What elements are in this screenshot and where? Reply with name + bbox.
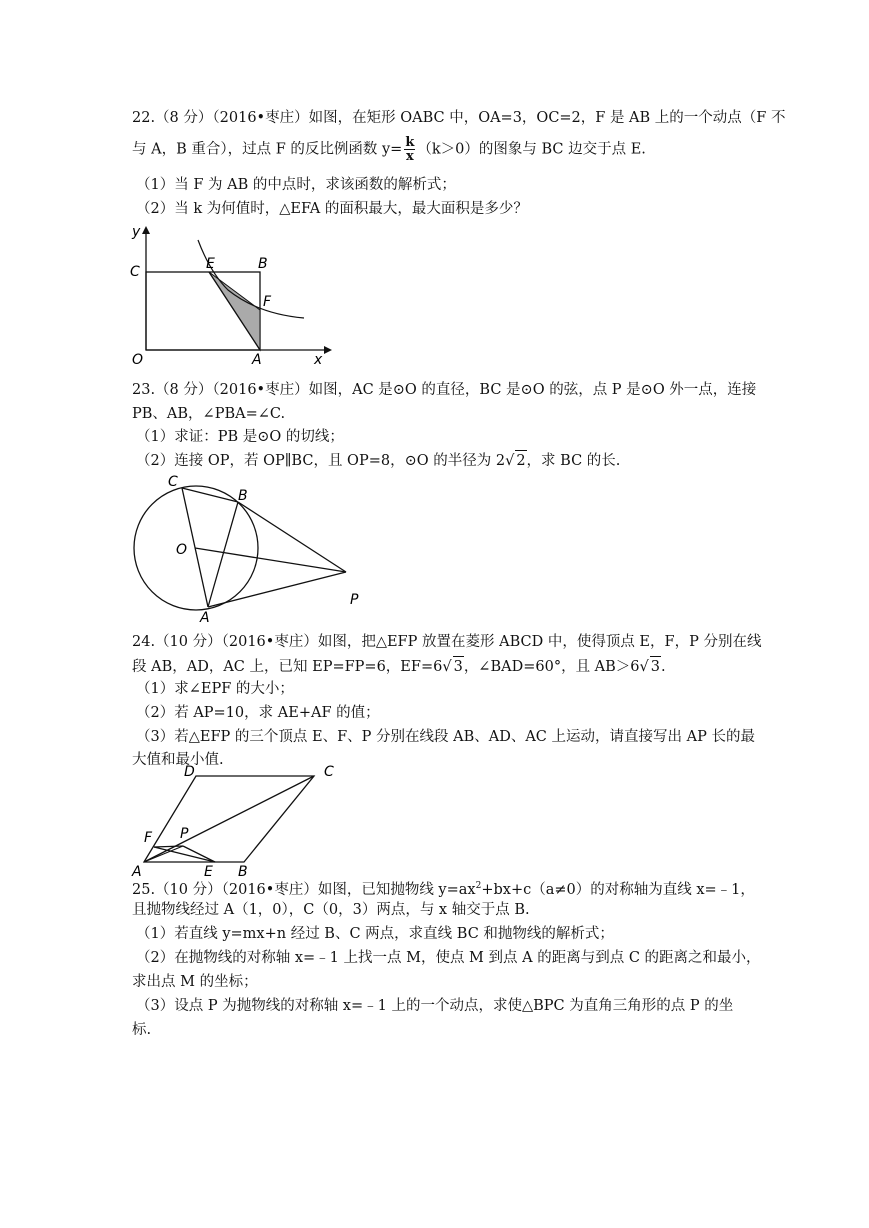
label-a: A [252, 352, 262, 368]
label-x: x [314, 352, 323, 368]
fraction-numerator: k [405, 135, 415, 150]
q24-line-1: 24.（10 分）（2016•枣庄）如图，把△EFP 放置在菱形 ABCD 中，使得顶点 E，F，P 分别在线 [132, 634, 762, 650]
label-a: A [200, 610, 210, 626]
q23-part-2 [136, 450, 620, 471]
q24-part-3a: （3）若△EFP 的三个顶点 E、F、P 分别在线段 AB、AD、AC 上运动，请直接写出 AP 长的最 [136, 729, 755, 745]
label-c: C [168, 474, 178, 490]
q23-part-2b: ，求 BC 的长. [526, 453, 621, 469]
label-o: O [132, 352, 144, 368]
q24-line-2b: ，∠BAD=60°，且 AB＞6 [463, 659, 640, 675]
label-c: C [130, 264, 140, 280]
sqrt-symbol: √ 3 [640, 656, 661, 677]
label-o: O [176, 542, 188, 558]
q25-part-3b: 标. [132, 1022, 152, 1038]
label-b: B [238, 864, 248, 880]
label-e: E [204, 864, 213, 880]
q25-part-2b: 求出点 M 的坐标； [132, 974, 258, 990]
q22-line-2a: 与 A，B 重合），过点 F 的反比例函数 y= [132, 141, 403, 158]
sqrt-radicand: 3 [453, 656, 464, 677]
q25-part-2a: （2）在抛物线的对称轴 x=﹣1 上找一点 M，使点 M 到点 A 的距离与到点 C 的距离之和最小， [136, 950, 761, 966]
q25-line-2: 且抛物线经过 A（1，0），C（0，3）两点，与 x 轴交于点 B. [132, 902, 530, 918]
label-e: E [206, 256, 215, 272]
q24-line-2a: 段 AB，AD，AC 上，已知 EP=FP=6，EF=6 [132, 659, 443, 675]
q22-line-1: 22.（8 分）（2016•枣庄）如图，在矩形 OABC 中，OA=3，OC=2，F 是 AB 上的一个动点（F 不 [132, 110, 786, 126]
sqrt-radicand: 3 [650, 656, 661, 677]
sqrt-symbol: √ 2 [505, 450, 526, 471]
q22-part-1: （1）当 F 为 AB 的中点时，求该函数的解析式； [136, 177, 456, 193]
superscript-2: 2 [475, 881, 482, 891]
q23-part-1: （1）求证：PB 是⊙O 的切线； [136, 429, 344, 445]
label-c: C [324, 764, 334, 780]
label-f: F [144, 830, 153, 846]
q24-line-2c: . [661, 659, 666, 675]
q24-part-2: （2）若 AP=10，求 AE+AF 的值； [136, 705, 380, 721]
q25-part-3a: （3）设点 P 为抛物线的对称轴 x=﹣1 上的一个动点，求使△BPC 为直角三角形的点 P 的坐 [136, 998, 734, 1014]
sqrt-radicand: 2 [515, 450, 526, 471]
q24-part-3b: 大值和最小值. [132, 752, 224, 768]
q25-part-1: （1）若直线 y=mx+n 经过 B、C 两点，求直线 BC 和抛物线的解析式； [136, 926, 614, 942]
label-d: D [184, 764, 195, 780]
q24-line-2 [132, 656, 666, 677]
q25-line-1b: +bx+c（a≠0）的对称轴为直线 x=﹣1， [481, 881, 755, 898]
q24-part-1: （1）求∠EPF 的大小； [136, 681, 294, 697]
label-f: F [263, 294, 272, 310]
q25-line-1 [132, 876, 755, 900]
q25-line-1a: 25.（10 分）（2016•枣庄）如图，已知抛物线 y=ax [132, 881, 476, 898]
q23-part-2a: （2）连接 OP，若 OP∥BC，且 OP=8，⊙O 的半径为 2 [136, 453, 506, 469]
q23-line-2: PB、AB，∠PBA=∠C. [132, 406, 286, 422]
q23-figure [128, 472, 368, 626]
label-p: P [350, 592, 359, 608]
fraction-denominator: x [405, 149, 414, 164]
k-over-x-fraction [404, 136, 415, 163]
label-p: P [180, 826, 189, 842]
label-a: A [132, 864, 142, 880]
label-b: B [238, 488, 248, 504]
label-y: y [132, 224, 141, 240]
q22-part-2: （2）当 k 为何值时，△EFA 的面积最大，最大面积是多少？ [136, 201, 528, 217]
q23-line-1: 23.（8 分）（2016•枣庄）如图，AC 是⊙O 的直径，BC 是⊙O 的弦，点 P 是⊙O 外一点，连接 [132, 382, 757, 398]
q22-line-2 [132, 136, 646, 163]
q24-figure [126, 762, 356, 878]
q22-figure [128, 222, 338, 370]
label-b: B [258, 256, 268, 272]
sqrt-symbol: √ 3 [442, 656, 463, 677]
q22-line-2b: （k＞0）的图象与 BC 边交于点 E. [417, 141, 646, 158]
